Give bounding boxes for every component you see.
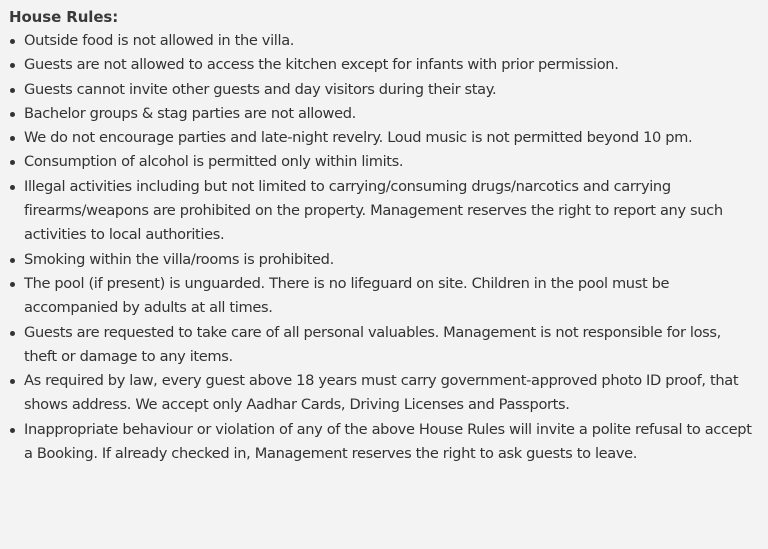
rule-item: [9, 175, 754, 248]
rule-text: Guests cannot invite other guests and day visitors during their stay.: [24, 80, 497, 98]
bullet-icon: [10, 379, 15, 384]
rule-text: Bachelor groups & stag parties are not allowed.: [24, 104, 356, 122]
bullet-icon: [10, 112, 15, 117]
rule-item: [9, 418, 754, 467]
rule-text: As required by law, every guest above 18 years must carry government-approved photo ID proof, that shows address. We accept only Aadhar Cards, Driving Licenses and Passports.: [24, 372, 739, 414]
rule-text: The pool (if present) is unguarded. There is no lifeguard on site. Children in the pool must be accompanied by adults at all times.: [24, 274, 670, 317]
rule-item: [9, 321, 754, 370]
rule-item: [9, 29, 754, 53]
bullet-icon: [10, 88, 15, 93]
bullet-icon: [10, 331, 15, 336]
bullet-icon: [10, 185, 15, 190]
bullet-icon: [10, 428, 15, 433]
house-rules-list: [9, 29, 754, 466]
rule-text: Smoking within the villa/rooms is prohibited.: [24, 250, 334, 268]
bullet-icon: [10, 258, 15, 263]
house-rules-title: House Rules:: [9, 8, 119, 26]
rule-text: Inappropriate behaviour or violation of any of the above House Rules will invite a polite refusal to accept a Booking. If already checked in, Management reserves the right to ask guests to leave.: [24, 420, 752, 463]
bullet-icon: [10, 160, 15, 165]
rule-text: Illegal activities including but not limited to carrying/consuming drugs/narcotics and carrying firearms/weapons are prohibited on the property. Management reserves the right to report any such activities to local authorities.: [24, 177, 723, 244]
rule-item: [9, 369, 754, 418]
bullet-icon: [10, 63, 15, 68]
rule-text: Guests are not allowed to access the kitchen except for infants with prior permission.: [24, 56, 619, 74]
rule-text: Consumption of alcohol is permitted only within limits.: [24, 153, 404, 171]
rule-text: Guests are requested to take care of all personal valuables. Management is not responsible for loss, theft or damage to any items.: [24, 323, 721, 365]
rule-item: [9, 126, 754, 150]
bullet-icon: [10, 136, 15, 141]
rule-item: [9, 102, 754, 126]
rule-text: We do not encourage parties and late-night revelry. Loud music is not permitted beyond 10 pm.: [24, 129, 693, 147]
rule-item: [9, 248, 754, 272]
rule-item: [9, 150, 754, 174]
rule-item: [9, 272, 754, 321]
rule-item: [9, 53, 754, 77]
bullet-icon: [10, 39, 15, 44]
rule-text: Outside food is not allowed in the villa.: [24, 32, 295, 49]
rule-item: [9, 78, 754, 102]
bullet-icon: [10, 282, 15, 287]
